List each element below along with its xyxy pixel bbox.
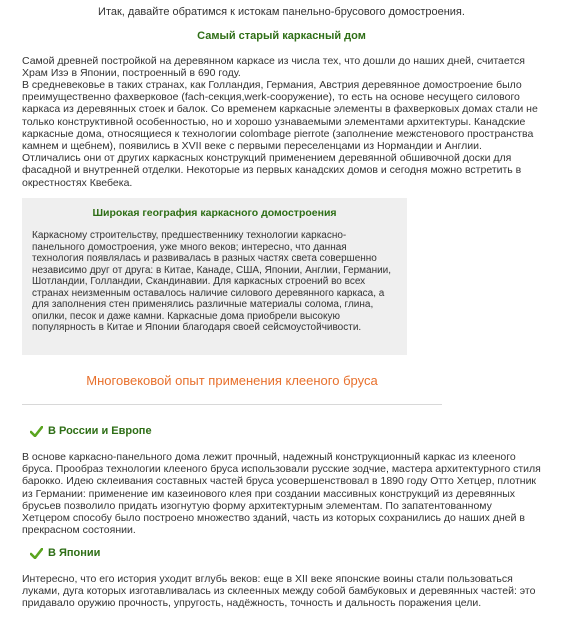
- highlight-box-text: Каркасному строительству, предшественнику технологии каркасно-панельного домостроения, уже много веков; интересно, что данная технология появлялась и развивалась в разных частях света совершенно независимо друг от друга: в Китае, Канаде, США, Японии, Англии, Германии, Шотландии, Голландии, Скандинавии. Для каркасных строений во всех странах неизменным оставалось наличие силового деревянного каркаса, а для заполнения стен применялись различные материалы солома, глина, опилки, песок и даже камни. Каркасные дома приобрели высокую популярность в Китае и Японии благодаря своей сейсмоустойчивости.: [32, 230, 392, 333]
- subsection-title-label: В Японии: [48, 547, 101, 559]
- subsection-title-label: В России и Европе: [48, 425, 152, 437]
- divider: [22, 404, 442, 405]
- section-title-oldest-house: Самый старый каркасный дом: [197, 30, 366, 42]
- highlight-box: [22, 198, 407, 355]
- subsection-title-japan: [30, 547, 100, 559]
- subsection-title-russia-europe: [30, 425, 152, 437]
- section-title-glued-beam: Многовековой опыт применения клееного бруса: [86, 373, 378, 388]
- paragraph-russia-europe: В основе каркасно-панельного дома лежит прочный, надежный конструкционный каркас из клееного бруса. Прообраз технологии клееного бруса использовали русские зодчие, мастера архитектурного стиля барокко. Идею склеивания составных частей бруса усовершенствовал в 1890 году Отто Хетцер, плотник из Германии: применение им казеинового клея при создании массивных конструкций из деревянных брусьев позволило придать изогнутую форму архитектурным элементам. По запатентованному Хетцером способу было построено множество зданий, часть из которых сохранились до наших дней в прекрасном состоянии.: [22, 451, 541, 537]
- paragraph-japan: Интересно, что его история уходит вглубь веков: еще в XII веке японские воины стали пользоваться луками, дуга которых изготавливалась из склеенных между собой бамбуковых и деревянных частей: это придавало оружию прочность, упругость, надёжность, точность и дальность поражения цели.: [22, 573, 536, 610]
- paragraph-temple: Самой древней постройкой на деревянном каркасе из числа тех, что дошли до наших дней, считается Храм Изэ в Японии, построенный в 690 году.: [22, 55, 525, 80]
- checkmark-icon: [30, 426, 43, 437]
- intro-text: Итак, давайте обратимся к истокам панельно-брусового домостроения.: [98, 6, 465, 18]
- checkmark-icon: [30, 548, 43, 559]
- paragraph-medieval: В средневековье в таких странах, как Голландия, Германия, Австрия деревянное домостроение было преимущественно фахверковое (fach-секция,werk-сооружение), то есть на основе несущего силового каркаса из деревянных стоек и балок. Со временем каркасные элементы в фахверковых домах стали не только конструктивной особенностью, но и хорошо узнаваемыми элементами архитектуры. Канадские каркасные дома, относящиеся к технологии colombage pierrote (заполнение межстенового пространства камнем и щебнем), появились в XVII веке с первыми переселенцами из Нормандии и Англии. Отличались они от других каркасных конструкций применением деревянной обшивочной доски для фасадной и внутренней отделки. Некоторые из первых канадских домов и сегодня можно встретить в окрестностях Квебека.: [22, 79, 538, 189]
- highlight-box-title: Широкая география каркасного домостроения: [92, 207, 337, 219]
